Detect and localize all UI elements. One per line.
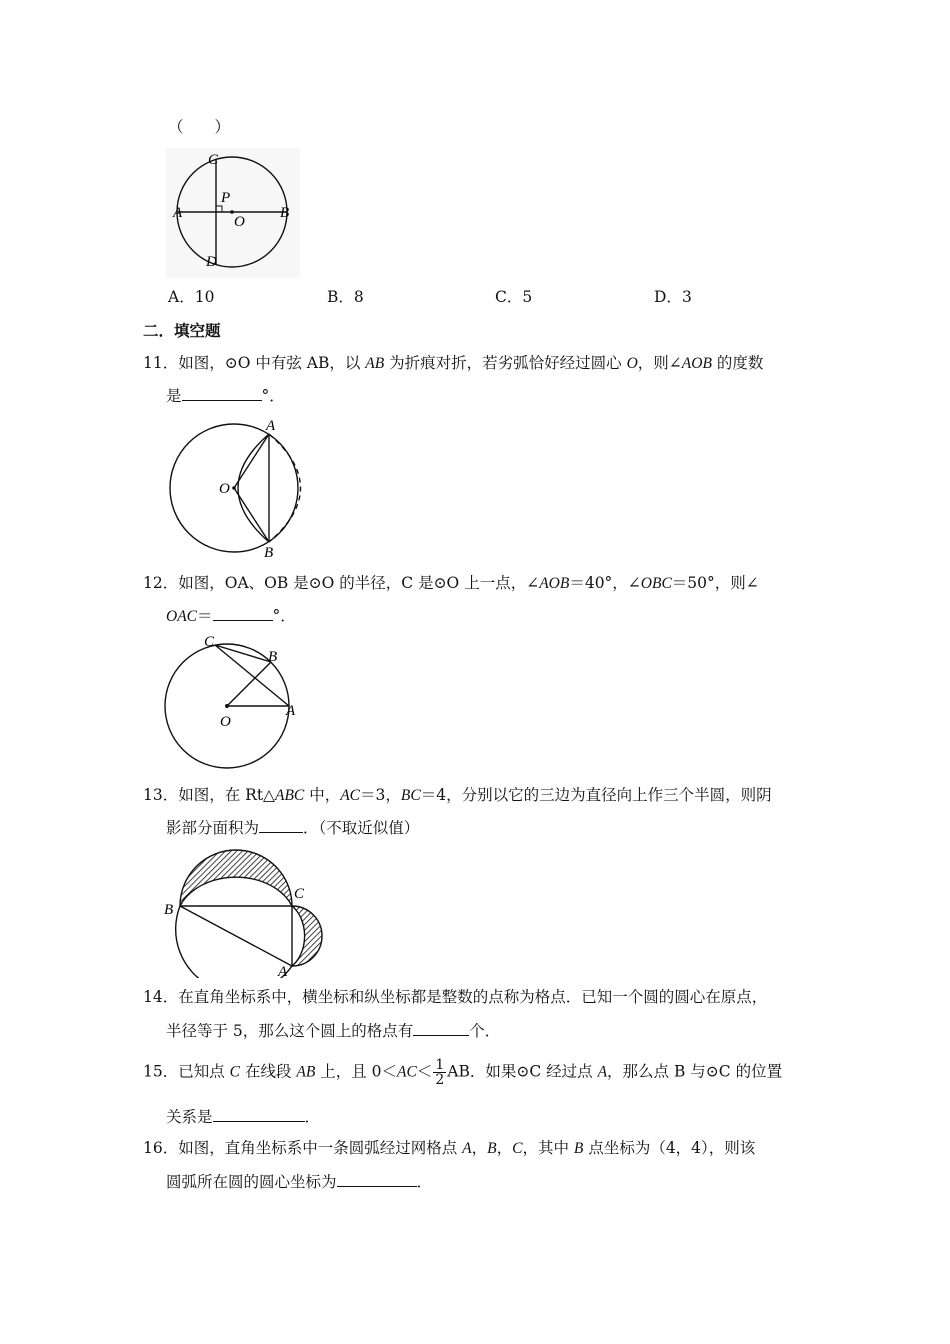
q12-center-dot: [225, 704, 229, 708]
q13-line1: 13．如图，在 Rt△ABC 中，AC＝3，BC＝4，分别以它的三边为直径向上作三个半圆，则阴: [143, 786, 772, 804]
answer-paren: （ ）: [168, 118, 231, 136]
q16-line1: 16．如图，直角坐标系中一条圆弧经过网格点 A，B，C，其中 B 点坐标为（4，4），则该: [143, 1139, 756, 1157]
q15-answer-blank[interactable]: [213, 1105, 305, 1122]
q12-radius-ob: [227, 662, 271, 706]
q10-label-a: A: [173, 205, 183, 221]
q11-center-dot: [232, 486, 236, 490]
q10-label-b: B: [280, 205, 290, 221]
q11-line1: 11．如图，⊙O 中有弦 AB，以 AB 为折痕对折，若劣弧恰好经过圆心 O，则∠AOB 的度数: [143, 354, 764, 372]
q14-answer-blank[interactable]: [413, 1019, 469, 1036]
q12-chord-cb: [215, 645, 271, 662]
q13-label-b: B: [164, 902, 174, 918]
q12-line2: OAC＝ °．: [166, 604, 296, 628]
q12-line1: 12．如图，OA、OB 是⊙O 的半径，C 是⊙O 上一点，∠AOB＝40°，∠OBC＝50°，则∠: [143, 574, 759, 592]
q13-line2: 影部分面积为 ．（不取近似值）: [166, 816, 419, 839]
q11-figure: [162, 416, 307, 562]
q11-label-o: O: [219, 481, 230, 497]
section-title: 二．填空题: [143, 322, 221, 340]
q13-answer-blank[interactable]: [259, 816, 303, 833]
q11-folded-arc: [238, 434, 269, 542]
q10-label-d: D: [206, 254, 217, 270]
q13-arc-ab: [176, 906, 292, 978]
q12-label-b: B: [268, 649, 278, 665]
q10-option-b: B．8: [327, 288, 364, 306]
q12-answer-blank[interactable]: [213, 604, 273, 621]
q12-chord-ca: [215, 645, 289, 706]
q11-dashed-arc: [269, 434, 301, 542]
q12-label-a: A: [286, 703, 296, 719]
q13-label-a: A: [278, 964, 288, 978]
q14-line1: 14．在直角坐标系中，横坐标和纵坐标都是整数的点称为格点．已知一个圆的圆心在原点，: [143, 988, 768, 1006]
q11-label-b: B: [264, 545, 274, 561]
q11-answer-blank[interactable]: [182, 384, 262, 401]
q13-lune-bc: [180, 850, 292, 906]
q13-side-ba: [180, 906, 292, 966]
q10-option-a: A．10: [168, 288, 215, 306]
q11-label-a: A: [266, 418, 276, 434]
q12-label-c: C: [204, 634, 215, 650]
q16-line2: 圆弧所在圆的圆心坐标为 ．: [166, 1170, 432, 1193]
q14-line2: 半径等于 5，那么这个圆上的格点有 个．: [166, 1019, 500, 1042]
q10-label-c: C: [208, 152, 219, 168]
q13-lune-ac: [292, 906, 322, 966]
q15-line1: 15．已知点 C 在线段 AB 上，且 0＜AC＜ $\frac{1}{2}$ AB．如果⊙C 经过点 A，那么点 B 与⊙C 的位置: [143, 1057, 783, 1088]
q13-label-c: C: [294, 886, 305, 902]
q15-line2: 关系是 ．: [166, 1105, 320, 1128]
q11-line2: 是 °．: [166, 384, 285, 407]
q13-figure: [160, 848, 330, 978]
q10-label-p: P: [221, 190, 231, 206]
q15-fraction: $\frac{1}{2}$: [435, 1057, 445, 1088]
q10-figure: [166, 148, 300, 278]
q16-answer-blank[interactable]: [337, 1170, 417, 1187]
q10-option-c: C．5: [495, 288, 533, 306]
q10-option-d: D．3: [654, 288, 692, 306]
q10-label-o: O: [234, 214, 245, 230]
q12-figure: [160, 634, 306, 778]
q12-label-o: O: [220, 714, 231, 730]
